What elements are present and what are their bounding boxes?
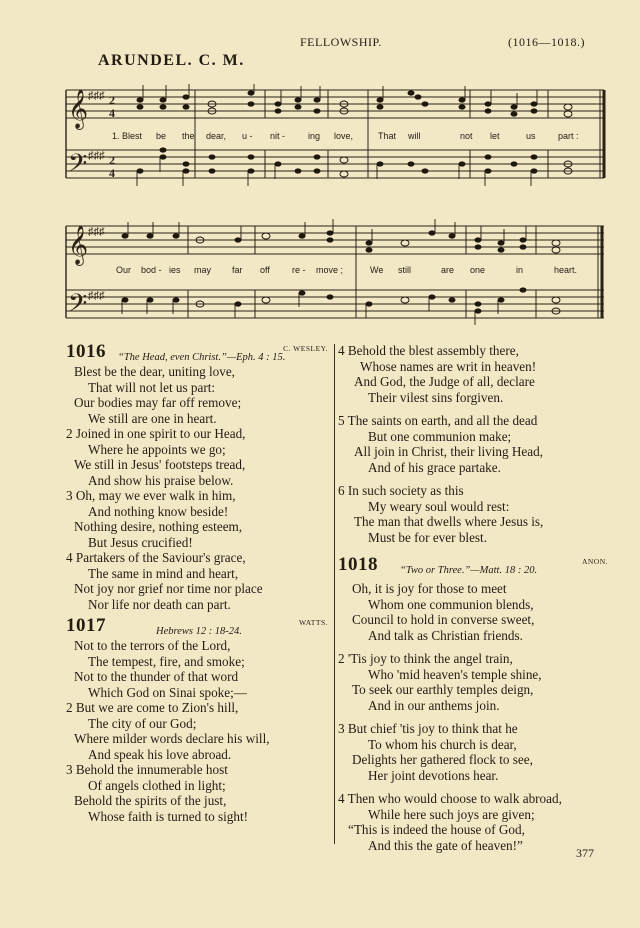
verse-line: And in our anthems join. [368,697,500,713]
svg-text:2: 2 [109,93,115,107]
verse-line: 3 But chief 'tis joy to think that he [338,721,518,736]
tune-title: ARUNDEL. C. M. [98,52,245,69]
svg-text:𝄞: 𝄞 [68,89,89,129]
verse-line: To seek our earthly temples deign, [352,682,534,697]
verse-line: Not to the terrors of the Lord, [74,638,231,653]
hymn-1016-text [66,364,328,612]
svg-text:4: 4 [109,166,115,180]
verse-line: Whom one communion blends, [368,596,534,612]
verse-line: 4 Behold the blest assembly there, [338,343,519,358]
verse-line: But one communion make; [368,428,512,444]
verse-line: Whose faith is turned to sight! [88,808,249,824]
verse-line: 3 Behold the innumerable host [66,762,228,777]
hymn-author: C. WESLEY. [283,344,328,353]
hymn-1018-text [338,581,608,853]
verse-line: 2 But we are come to Zion's hill, [66,700,239,715]
verse-line: Nothing desire, nothing esteem, [74,519,243,534]
hymn-1017-continued [338,343,608,545]
hymn-1018-heading [338,554,608,577]
column-divider [334,344,335,844]
verse-line: Where milder words declare his will, [74,731,270,746]
hymn-number: 1018 [338,554,378,575]
verse-line: We still in Jesus' footsteps tread, [74,457,246,472]
verse-line: The city of our God; [88,715,197,731]
right-column [338,343,608,853]
verse-line: And talk as Christian friends. [368,627,523,643]
verse-line: And this the gate of heaven!” [368,837,523,853]
svg-text:𝄢: 𝄢 [68,149,88,184]
verse-line: 4 Then who would choose to walk abroad, [338,791,562,806]
verse-line: My weary soul would rest: [368,498,510,514]
section-title: FELLOWSHIP. [300,35,382,49]
verse-line: 6 In such society as this [338,483,464,498]
verse-line: 3 Oh, may we ever walk in him, [66,488,236,503]
svg-text:♯♯♯: ♯♯♯ [88,290,105,302]
verse-line: And of his grace partake. [368,459,501,475]
hymn-reference: “Two or Three.”—Matt. 18 : 20. [400,565,538,576]
verse-line: Which God on Sinai spoke;— [88,684,247,700]
hymn-reference: “The Head, even Christ.”—Eph. 4 : 15. [118,352,286,363]
verse-line: And show his praise below. [88,472,234,488]
verse-line: We still are one in heart. [88,410,217,426]
verse-line: 5 The saints on earth, and all the dead [338,413,538,428]
verse-line: Council to hold in converse sweet, [352,612,535,627]
svg-text:♯♯♯: ♯♯♯ [88,150,105,162]
verse-line: The same in mind and heart, [88,565,239,581]
verse-line: Her joint devotions hear. [368,767,499,783]
music-system-1 [0,84,640,204]
verse-line: Not joy nor grief nor time nor place [74,581,263,596]
verse-line: Of angels clothed in light; [88,777,226,793]
verse-line: And God, the Judge of all, declare [354,374,535,389]
verse-line: Nor life nor death can part. [88,596,231,612]
hymn-author: ANON. [581,557,608,566]
verse-line: Oh, it is joy for those to meet [352,581,507,596]
verse-line: Their vilest sins forgiven. [368,389,504,405]
verse-line: To whom his church is dear, [368,736,517,752]
verse-line: Where he appoints we go; [88,441,226,457]
verse-line: 2 'Tis joy to think the angel train, [338,651,513,666]
hymn-number: 1016 [66,341,106,362]
verse-line: Behold the spirits of the just, [74,793,227,808]
hymn-1017-heading [66,615,328,638]
left-column [66,341,328,824]
svg-text:4: 4 [109,106,115,120]
verse-line: All join in Christ, their living Head, [354,444,544,459]
hymn-1016-heading [66,341,328,364]
verse-line: Delights her gathered flock to see, [352,752,533,767]
hymn-number: 1017 [66,615,106,636]
svg-text:♯♯♯: ♯♯♯ [88,226,105,238]
svg-text:♯♯♯: ♯♯♯ [88,90,105,102]
verse-line: Blest be the dear, uniting love, [74,364,235,379]
verse-line: 2 Joined in one spirit to our Head, [66,426,246,441]
verse-line: The tempest, fire, and smoke; [88,653,245,669]
verse-line: Our bodies may far off remove; [74,395,242,410]
verse-line: “This is indeed the house of God, [348,822,525,837]
verse-line: Whose names are writ in heaven! [360,358,537,374]
verse-line: While here such joys are given; [368,806,535,822]
svg-text:𝄢: 𝄢 [68,289,88,324]
verse-line: But Jesus crucified! [88,534,193,550]
hymn-reference: Hebrews 12 : 18-24. [156,626,242,637]
verse-line: Not to the thunder of that word [74,669,239,684]
hymn-range: (1016—1018.) [508,35,585,49]
verse-line: And nothing know beside! [88,503,229,519]
svg-text:𝄞: 𝄞 [68,225,89,265]
verse-line: That will not let us part: [88,379,216,395]
verse-line: 4 Partakers of the Saviour's grace, [66,550,246,565]
hymn-author: WATTS. [298,618,328,627]
verse-line: The man that dwells where Jesus is, [354,514,544,529]
page-number: 377 [576,846,594,860]
verse-line: Must be for ever blest. [368,529,488,545]
hymn-1017-text [66,638,328,824]
verse-line: And speak his love abroad. [88,746,232,762]
svg-text:2: 2 [109,153,115,167]
verse-line: Who 'mid heaven's temple shine, [368,666,542,682]
